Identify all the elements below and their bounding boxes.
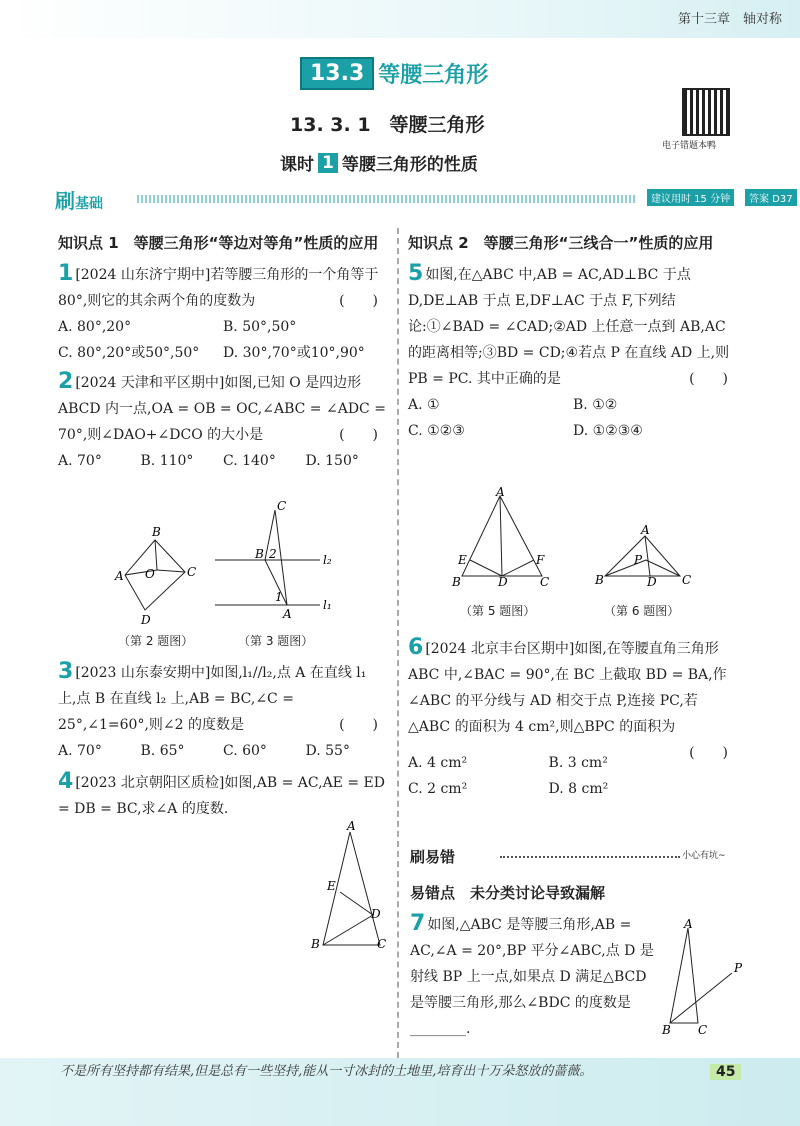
svg-text:B: B: [452, 575, 461, 589]
error-prone-title: 刷易错: [410, 848, 456, 866]
question-4: 4 [2023 北京朝阳区质检]如图,AB = AC,AE = ED = DB = BC,求∠A 的度数.: [58, 769, 385, 817]
svg-text:B: B: [152, 525, 161, 539]
svg-text:C: C: [377, 937, 387, 951]
q3-option-c[interactable]: C. 60°: [223, 743, 267, 759]
svg-text:A: A: [283, 607, 292, 621]
svg-text:D: D: [647, 575, 657, 589]
svg-text:l₂: l₂: [323, 553, 332, 567]
basic-banner: [55, 185, 793, 213]
q3-option-a[interactable]: A. 70°: [58, 743, 102, 759]
suggested-time: 建议用时 15 分钟: [647, 189, 734, 206]
q1-option-a[interactable]: A. 80°,20°: [58, 319, 132, 335]
svg-text:B: B: [662, 1023, 671, 1037]
footer-quote: 不是所有坚持都有结果,但是总有一些坚持,能从一寸冰封的土地里,培育出十万朵怒放的蔷薇。: [60, 1064, 593, 1079]
q5-options: [408, 392, 738, 444]
answer-ref: 答案 D37: [745, 189, 797, 206]
knowledge-point-1: 知识点 1 等腰三角形“等边对等角”性质的应用: [58, 234, 379, 252]
lesson-number: 1: [318, 153, 338, 173]
question-6: 6 [2024 北京丰台区期中]如图,在等腰直角三角形 ABC 中,∠BAC = 90°,在 BC 上截取 BD = BA,作∠ABC 的平分线与 AD 相交于点 P,连接 PC,若△ABC 的面积为 4 cm²,则△BPC 的面积为 ( ) A. 4 cm² B. 3 cm² C. 2 cm² D. 8 cm²: [408, 636, 738, 802]
svg-text:C: C: [682, 573, 692, 587]
figure-2: [114, 525, 196, 627]
question-2: 2 [2024 天津和平区期中]如图,已知 O 是四边形 ABCD 内一点,OA = OB = OC,∠ABC = ∠ADC = 70°,则∠DAO+∠DCO 的大小是 ( ) A. 70° B. 110° C. 140° D. 150°: [58, 370, 388, 474]
banner-brand: 刷基础: [55, 189, 103, 213]
lesson-name: 等腰三角形的性质: [341, 155, 478, 175]
q6-option-c[interactable]: C. 2 cm²: [408, 781, 468, 797]
svg-text:2: 2: [269, 547, 277, 561]
figure-4: [305, 820, 395, 955]
figure-3-caption: （第 3 题图）: [238, 634, 314, 648]
q6-options: [408, 750, 689, 802]
q6-option-b[interactable]: B. 3 cm²: [548, 755, 608, 771]
figure-6-caption: （第 6 题图）: [604, 604, 680, 618]
question-5: 5 如图,在△ABC 中,AB = AC,AD⊥BC 于点 D,DE⊥AB 于点 E,DF⊥AC 于点 F,下列结论:①∠BAD = ∠CAD;②AD 上任意一点到 AB,AC 的距离相等;③BD = CD;④若点 P 在直线 AD 上,则 PB = PC. 其中正确的是 ( ) A. ① B. ①② C. ①②③ D. ①②③④: [408, 262, 738, 444]
svg-text:C: C: [540, 575, 550, 589]
svg-text:D: D: [498, 575, 508, 589]
figures-5-6: [450, 485, 692, 589]
q2-option-d[interactable]: D. 150°: [305, 453, 359, 469]
section-number: 13.3: [300, 57, 374, 90]
q3-option-d[interactable]: D. 55°: [305, 743, 350, 759]
q2-option-b[interactable]: B. 110°: [140, 453, 194, 469]
svg-text:C: C: [187, 565, 197, 579]
svg-text:A: A: [684, 917, 693, 931]
left-column-lower: [58, 660, 388, 822]
svg-text:C: C: [277, 499, 287, 513]
question-3: 3 [2023 山东泰安期中]如图,l₁//l₂,点 A 在直线 l₁ 上,点 B 在直线 l₂ 上,AB = BC,∠C = 25°,∠1=60°,则∠2 的度数是 ( ) A. 70° B. 65° C. 60° D. 55°: [58, 660, 388, 764]
column-divider: [397, 228, 399, 1058]
svg-text:A: A: [496, 485, 505, 499]
q1-option-b[interactable]: B. 50°,50°: [223, 319, 297, 335]
svg-text:O: O: [145, 567, 155, 581]
figure-7: [660, 918, 750, 1038]
right-column-middle: [408, 636, 738, 802]
svg-text:B: B: [255, 547, 264, 561]
q5-option-b[interactable]: B. ①②: [573, 397, 618, 413]
section-name: 等腰三角形: [378, 62, 489, 88]
q2-options: [58, 448, 388, 474]
error-prone-banner: [410, 846, 740, 868]
svg-text:E: E: [458, 553, 467, 567]
q5-option-c[interactable]: C. ①②③: [408, 423, 465, 439]
banner-dots: [137, 195, 637, 203]
svg-text:D: D: [371, 907, 381, 921]
error-prone-dots: [500, 856, 680, 860]
svg-text:P: P: [734, 961, 743, 975]
q1-option-d[interactable]: D. 30°,70°或10°,90°: [223, 345, 365, 361]
knowledge-point-2: 知识点 2 等腰三角形“三线合一”性质的应用: [408, 234, 714, 252]
svg-text:A: A: [347, 819, 356, 833]
question-7: 7 如图,△ABC 是等腰三角形,AB = AC,∠A = 20°,BP 平分∠ABC,点 D 是射线 BP 上一点,如果点 D 满足△BCD 是等腰三角形,那么∠BDC 的度数是________.: [410, 911, 654, 1037]
right-column: [408, 230, 738, 444]
svg-text:D: D: [141, 613, 151, 627]
qr-code[interactable]: [682, 88, 730, 136]
page-number: 45: [710, 1064, 741, 1080]
chapter-header: 第十三章 轴对称: [677, 12, 782, 27]
q5-option-d[interactable]: D. ①②③④: [573, 423, 643, 439]
q5-option-a[interactable]: A. ①: [408, 397, 440, 413]
q6-option-d[interactable]: D. 8 cm²: [548, 781, 609, 797]
error-prone-tip: 小心有坑~: [682, 851, 726, 861]
q1-option-c[interactable]: C. 80°,20°或50°,50°: [58, 345, 200, 361]
svg-text:P: P: [634, 553, 643, 567]
figure-3: [215, 499, 332, 621]
subsection-title: 13. 3. 1 等腰三角形: [290, 114, 485, 136]
svg-text:B: B: [311, 937, 320, 951]
left-column: [58, 230, 388, 474]
lesson-title: [280, 150, 478, 175]
figure-5: [451, 485, 549, 589]
figures-2-3: [105, 500, 395, 650]
q6-option-a[interactable]: A. 4 cm²: [408, 755, 468, 771]
svg-text:A: A: [641, 523, 650, 537]
error-point: 易错点 未分类讨论导致漏解: [410, 884, 606, 902]
q2-option-a[interactable]: A. 70°: [58, 453, 102, 469]
qr-label: 电子错题本鸭: [662, 141, 717, 151]
q3-options: [58, 738, 388, 764]
question-1: 1 [2024 山东济宁期中]若等腰三角形的一个角等于80°,则它的其余两个角的度数为 ( ) A. 80°,20° B. 50°,50° C. 80°,20°或50°,50° D. 30°,70°或10°,90°: [58, 262, 388, 366]
lesson-prefix: 课时: [280, 155, 314, 175]
figure-2-caption: （第 2 题图）: [118, 634, 194, 648]
q3-option-b[interactable]: B. 65°: [140, 743, 185, 759]
svg-text:A: A: [115, 569, 124, 583]
figure-6: [594, 523, 691, 589]
svg-text:C: C: [698, 1023, 708, 1037]
q2-option-c[interactable]: C. 140°: [223, 453, 276, 469]
svg-text:1: 1: [275, 590, 283, 604]
svg-text:B: B: [595, 573, 604, 587]
figure-5-caption: （第 5 题图）: [460, 604, 536, 618]
svg-text:E: E: [327, 879, 336, 893]
svg-text:l₁: l₁: [323, 598, 332, 612]
q1-options: [58, 314, 388, 366]
svg-text:F: F: [536, 553, 545, 567]
section-title: [300, 56, 488, 90]
